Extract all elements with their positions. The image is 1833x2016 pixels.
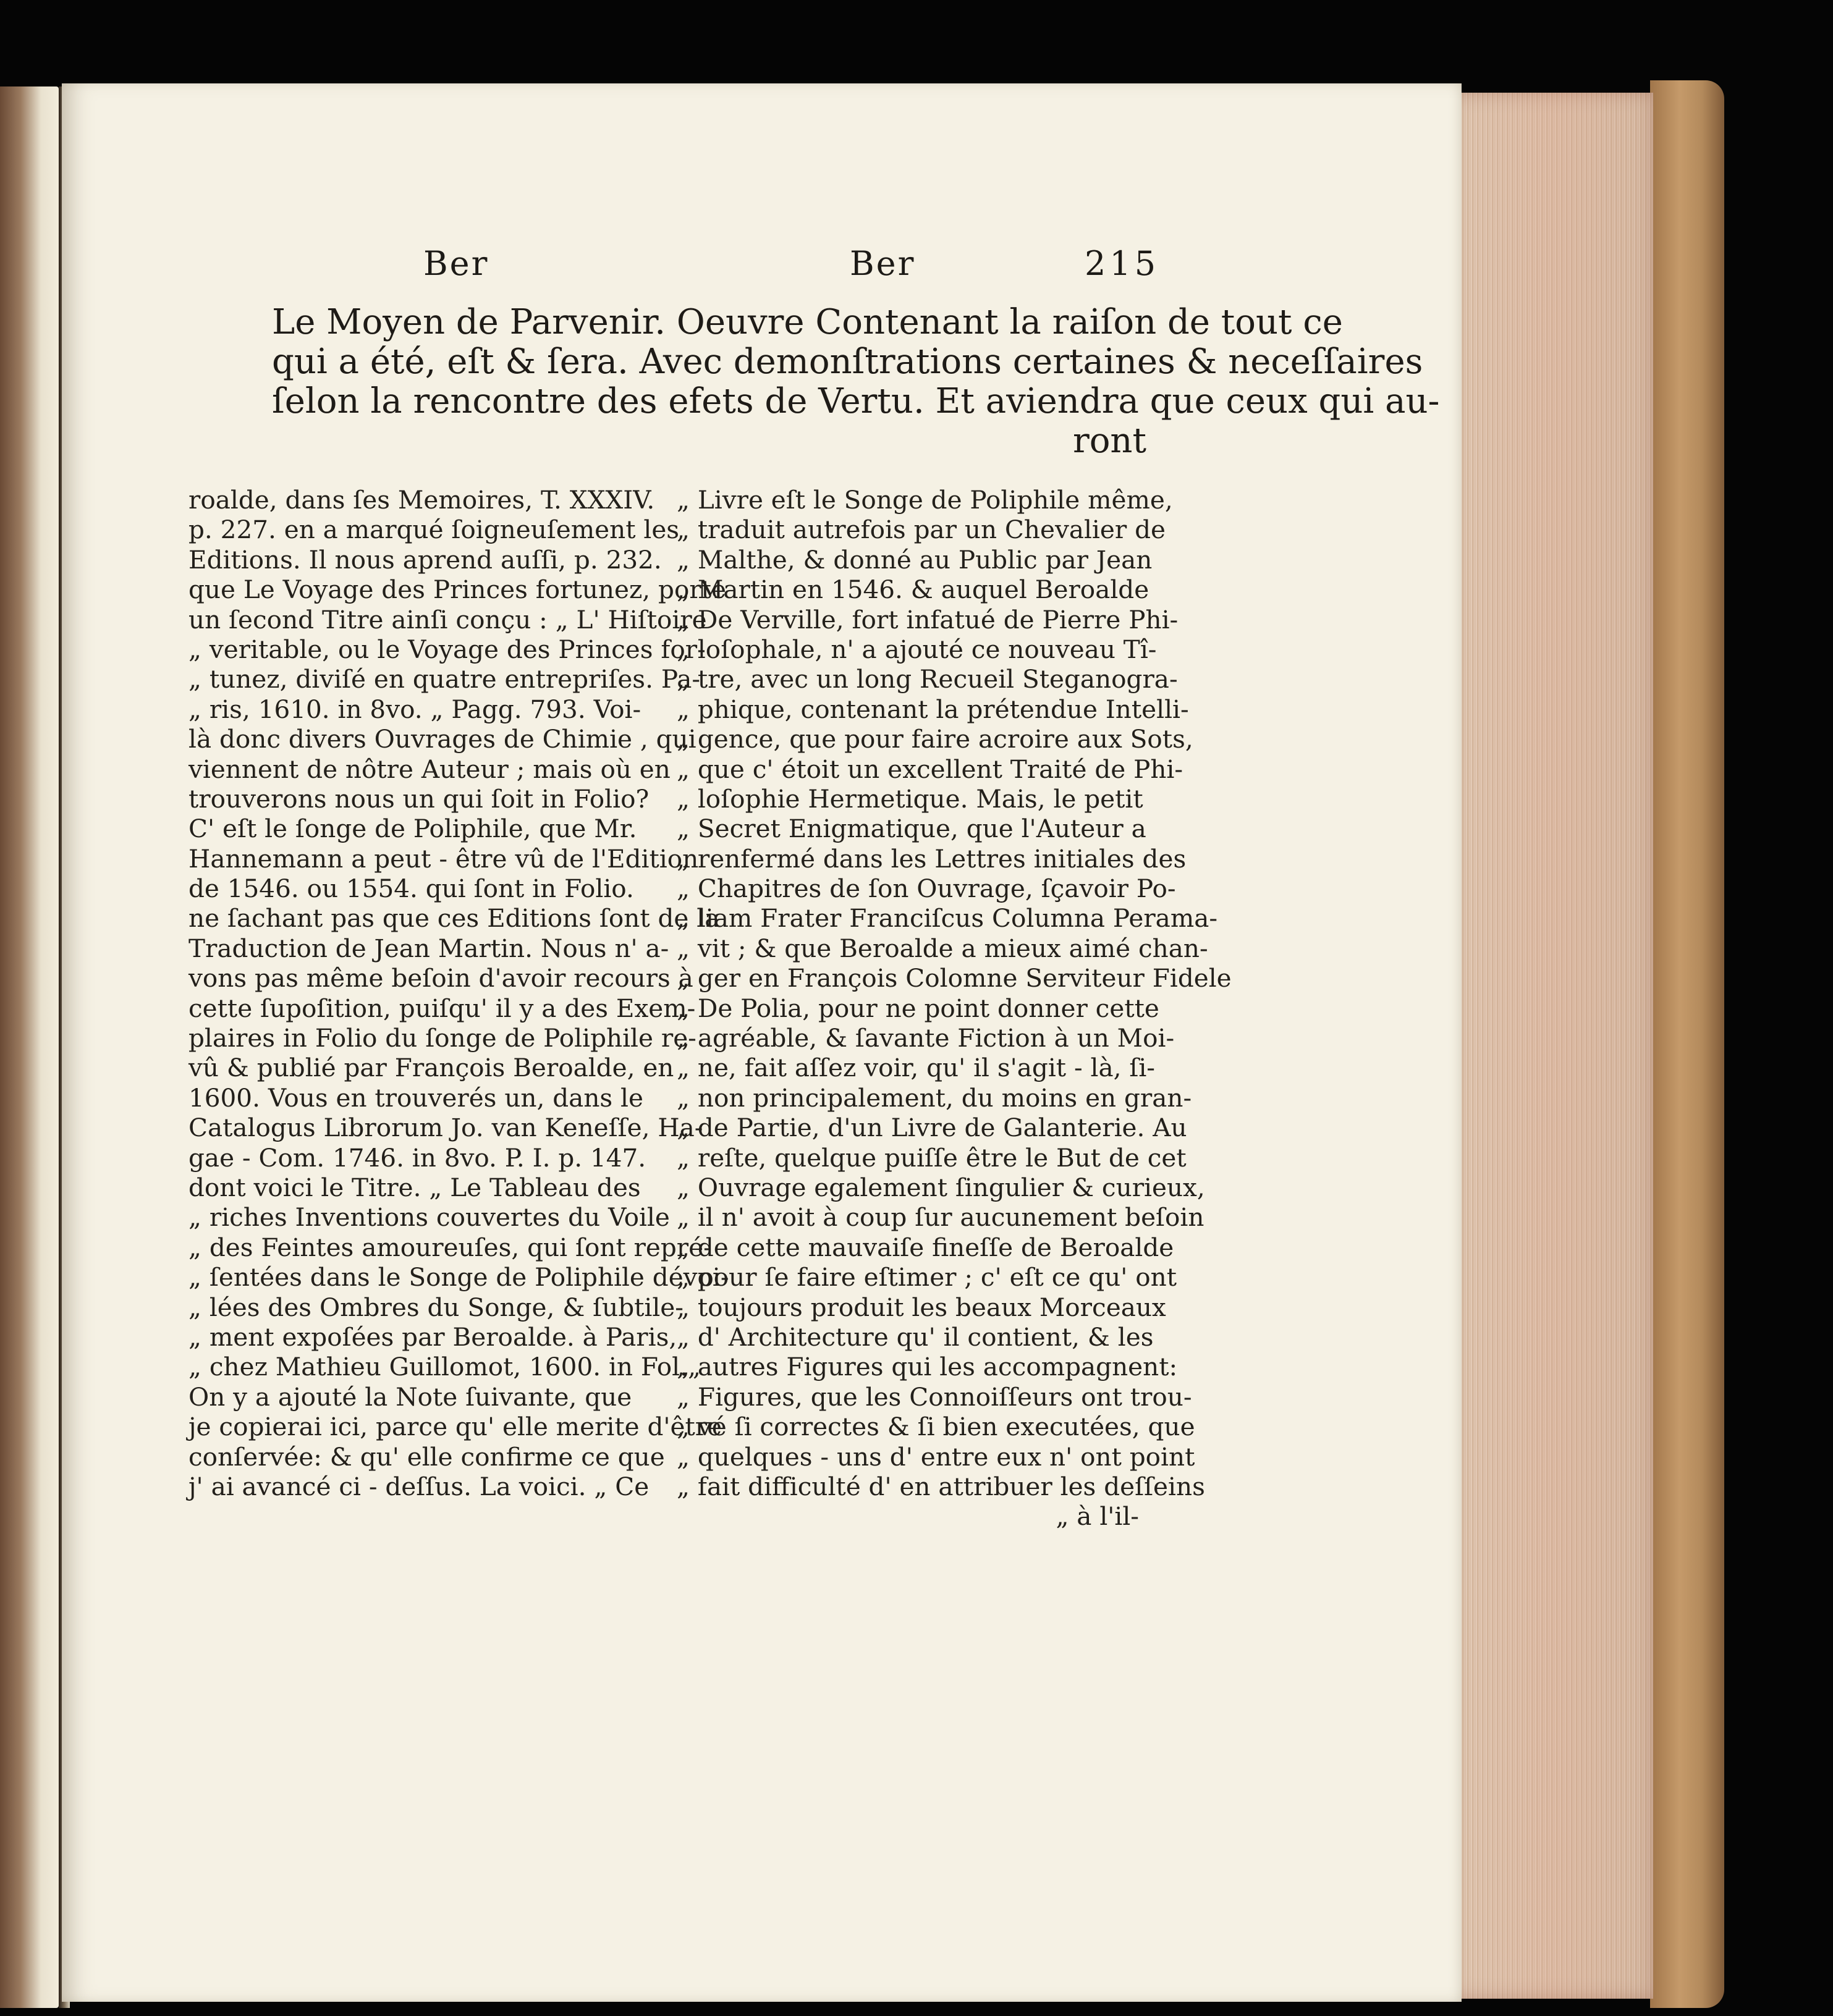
text-line: „ Malthe, & donné au Public par Jean — [677, 544, 1153, 575]
text-line: de 1546. ou 1554. qui ſont in Folio. — [188, 874, 634, 904]
text-line: „ tunez, diviſé en quatre entrepriſes. Pa- — [188, 664, 701, 694]
text-line: „ gence, que pour faire acroire aux Sots, — [677, 724, 1193, 754]
title-line: ſelon la rencontre des efets de Vertu. Et aviendra que ceux qui au- — [272, 381, 1440, 421]
text-line: „ il n' avoit à coup ſur aucunement beſoin — [677, 1202, 1204, 1233]
previous-page-edge — [0, 86, 59, 2008]
text-line: viennent de nôtre Auteur ; mais où en — [188, 754, 671, 784]
text-line: „ non principalement, du moins en gran- — [677, 1082, 1192, 1113]
text-line: p. 227. en a marqué ſoigneuſement les — [188, 515, 680, 545]
text-line: 1600. Vous en trouverés un, dans le — [188, 1082, 643, 1113]
text-line: que Le Voyage des Princes fortunez, porte — [188, 575, 726, 605]
running-head-right: Ber — [850, 244, 916, 283]
text-line: „ phique, contenant la prétendue Intelli- — [677, 694, 1189, 724]
text-line: „ ment expoſées par Beroalde. à Paris, — [188, 1322, 677, 1352]
text-line: „ loſophale, n' a ajouté ce nouveau Tî- — [677, 634, 1157, 664]
text-line: „ que c' étoit un excellent Traité de Phi- — [677, 754, 1183, 784]
text-line: „ Livre eſt le Songe de Poliphile même, — [677, 485, 1173, 515]
text-line: „ loſophie Hermetique. Mais, le petit — [677, 783, 1143, 814]
text-line: On y a ajouté la Note ſuivante, que — [188, 1381, 632, 1412]
text-line: Catalogus Librorum Jo. van Keneſſe, Ha- — [188, 1113, 703, 1143]
text-line: „ De Verville, fort infatué de Pierre Phi- — [677, 604, 1179, 635]
text-column-left — [188, 485, 729, 1501]
title-block — [272, 302, 1440, 461]
text-line: „ chez Mathieu Guillomot, 1600. in Fol.„ — [188, 1352, 701, 1382]
text-line: roalde, dans ſes Memoires, T. XXXIV. — [188, 485, 655, 515]
text-line: „ pour ſe faire eſtimer ; c' eſt ce qu' ont — [677, 1262, 1177, 1293]
text-line: „ vit ; & que Beroalde a mieux aimé chan- — [677, 933, 1208, 963]
text-line: C' eſt le ſonge de Poliphile, que Mr. — [188, 814, 637, 844]
text-line: „ des Feintes amoureuſes, qui ſont repré- — [188, 1232, 712, 1262]
text-line: „ riches Inventions couvertes du Voile — [188, 1202, 670, 1233]
text-line: „ autres Figures qui les accompagnent: — [677, 1352, 1178, 1382]
text-line: „ fait difficulté d' en attribuer les deſſeins — [677, 1471, 1205, 1501]
text-line: je copierai ici, parce qu' elle merite d'être — [188, 1412, 722, 1442]
text-line: „ veritable, ou le Voyage des Princes for- — [188, 634, 706, 664]
text-column-right — [677, 485, 1232, 1532]
text-line: „ quelques - uns d' entre eux n' ont point — [677, 1441, 1195, 1472]
text-line: „ ris, 1610. in 8vo. „ Pagg. 793. Voi- — [188, 694, 641, 724]
text-line: „ de Partie, d'un Livre de Galanterie. Au — [677, 1113, 1187, 1143]
text-line: Hannemann a peut - être vû de l'Edition — [188, 843, 699, 874]
text-line: „ liam Frater Franciſcus Columna Perama- — [677, 903, 1218, 934]
text-line: „ lées des Ombres du Songe, & ſubtile- — [188, 1292, 684, 1322]
text-line: là donc divers Ouvrages de Chimie , qui — [188, 724, 696, 754]
page-stack-fore-edge — [1449, 93, 1653, 1999]
text-line: „ de cette mauvaiſe fineſſe de Beroalde — [677, 1232, 1174, 1262]
text-line: „ d' Architecture qu' il contient, & les — [677, 1322, 1154, 1352]
text-line: „ Secret Enigmatique, que l'Auteur a — [677, 814, 1146, 844]
text-line: „ toujours produit les beaux Morceaux — [677, 1292, 1166, 1322]
text-line: ne ſachant pas que ces Editions ſont de la — [188, 903, 720, 934]
text-line: plaires in Folio du ſonge de Poliphile re- — [188, 1023, 696, 1053]
text-line: Editions. Il nous aprend auſſi, p. 232. — [188, 544, 662, 575]
text-line: „ Figures, que les Connoiſſeurs ont trou- — [677, 1381, 1192, 1412]
text-line: „ reſte, quelque puiſſe être le But de cet — [677, 1142, 1187, 1173]
back-cover — [1650, 80, 1724, 2008]
text-line: trouverons nous un qui ſoit in Folio? — [188, 783, 650, 814]
text-line: j' ai avancé ci - deſſus. La voici. „ Ce — [188, 1471, 650, 1501]
text-line: „ renfermé dans les Lettres initiales des — [677, 843, 1187, 874]
page-number: 215 — [1085, 244, 1160, 283]
text-line: „ à l'il- — [1056, 1501, 1139, 1532]
text-line: vons pas même beſoin d'avoir recours à — [188, 963, 693, 993]
text-line: dont voici le Titre. „ Le Tableau des — [188, 1172, 641, 1202]
text-line: vû & publié par François Beroalde, en — [188, 1053, 674, 1083]
text-line: un ſecond Titre ainſi conçu : „ L' Hiſtoire — [188, 604, 707, 635]
text-line: gae - Com. 1746. in 8vo. P. I. p. 147. — [188, 1142, 646, 1173]
text-line: „ tre, avec un long Recueil Steganogra- — [677, 664, 1178, 694]
title-line: Le Moyen de Parvenir. Oeuvre Contenant la raiſon de tout ce — [272, 302, 1343, 342]
text-line: „ traduit autrefois par un Chevalier de — [677, 515, 1166, 545]
text-line: cette ſupoſition, puiſqu' il y a des Exem- — [188, 993, 696, 1023]
text-line: Traduction de Jean Martin. Nous n' a- — [188, 933, 669, 963]
title-line: ront — [1072, 421, 1146, 461]
title-line: qui a été, eſt & ſera. Avec demonſtrations certaines & neceſſaires — [272, 342, 1423, 382]
text-line: conſervée: & qu' elle confirme ce que — [188, 1441, 665, 1472]
text-line: „ De Polia, pour ne point donner cette — [677, 993, 1159, 1023]
text-line: „ Martin en 1546. & auquel Beroalde — [677, 575, 1149, 605]
text-line: „ agréable, & ſavante Fiction à un Moi- — [677, 1023, 1175, 1053]
text-line: „ ger en François Colomne Serviteur Fidele — [677, 963, 1232, 993]
text-line: „ ſentées dans le Songe de Poliphile dévoi- — [188, 1262, 729, 1293]
text-line: „ vé ſi correctes & ſi bien executées, que — [677, 1412, 1195, 1442]
text-line: „ Chapitres de ſon Ouvrage, ſçavoir Po- — [677, 874, 1176, 904]
text-line: „ Ouvrage egalement ſingulier & curieux, — [677, 1172, 1205, 1202]
text-line: „ ne, fait aſſez voir, qu' il s'agit - là, ſi- — [677, 1053, 1155, 1083]
running-head-left: Ber — [423, 244, 489, 283]
